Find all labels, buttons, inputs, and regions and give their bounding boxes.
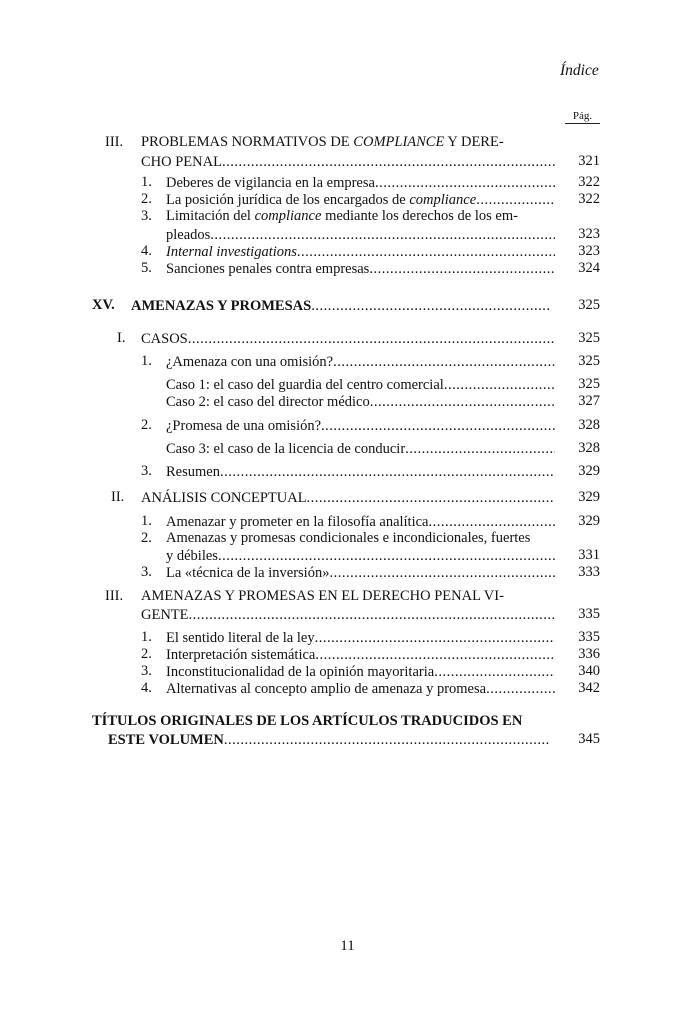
page-ref: 323: [578, 243, 600, 259]
toc-entry[interactable]: ¿Promesa de una omisión? .....: [166, 417, 555, 436]
page-ref: 329: [578, 463, 600, 479]
item-number: 4.: [141, 243, 152, 259]
toc-entry-line1: Limitación del compliance mediante los derechos de los em-: [166, 208, 518, 224]
toc-entry[interactable]: ¿Amenaza con una omisión? .....: [166, 353, 555, 372]
page-ref: 335: [578, 606, 600, 622]
page-ref: 323: [578, 226, 600, 242]
item-number: 3.: [141, 564, 152, 580]
toc-entry[interactable]: Sanciones penales contra empresas .....: [166, 260, 555, 279]
toc-entry[interactable]: Caso 1: el caso del guardia del centro comercial .....: [166, 376, 555, 395]
toc-entry[interactable]: ESTE VOLUMEN .....: [108, 731, 549, 750]
page-ref: 335: [578, 629, 600, 645]
item-number: 1.: [141, 629, 152, 645]
item-number: 2.: [141, 530, 152, 546]
page-ref: 325: [578, 297, 600, 313]
toc-entry[interactable]: Internal investigations .....: [166, 243, 555, 262]
item-number: 5.: [141, 260, 152, 276]
section-title-line1: AMENAZAS Y PROMESAS EN EL DERECHO PENAL VI-: [141, 588, 504, 604]
chapter-entry[interactable]: AMENAZAS Y PROMESAS .....: [131, 297, 549, 316]
toc-entry[interactable]: Interpretación sistemática .....: [166, 646, 555, 665]
item-number: 3.: [141, 663, 152, 679]
toc-entry[interactable]: pleados .....: [166, 226, 555, 245]
page-number: 11: [340, 938, 355, 954]
item-number: 2.: [141, 417, 152, 433]
page-ref: 327: [578, 393, 600, 409]
section-number: I.: [117, 330, 126, 346]
page-ref: 345: [578, 731, 600, 747]
chapter-number: XV.: [92, 297, 115, 313]
toc-entry[interactable]: CHO PENAL .....: [141, 153, 555, 172]
section-title-line1: PROBLEMAS NORMATIVOS DE COMPLIANCE Y DERE-: [141, 134, 504, 150]
page-ref: 325: [578, 376, 600, 392]
page-ref: 329: [578, 513, 600, 529]
toc-entry[interactable]: La «técnica de la inversión» .....: [166, 564, 555, 583]
item-number: 3.: [141, 463, 152, 479]
page-ref: 331: [578, 547, 600, 563]
page-ref: 321: [578, 153, 600, 169]
toc-entry[interactable]: Resumen .....: [166, 463, 555, 482]
page-ref: 340: [578, 663, 600, 679]
toc-entry[interactable]: Inconstitucionalidad de la opinión mayoritaria .....: [166, 663, 555, 682]
running-header: Índice: [560, 62, 599, 79]
toc-entry-line1: Amenazas y promesas condicionales e incondicionales, fuertes: [166, 530, 531, 546]
page-ref: 328: [578, 417, 600, 433]
page-ref: 342: [578, 680, 600, 696]
item-number: 2.: [141, 646, 152, 662]
page-ref: 322: [578, 174, 600, 190]
page-ref: 325: [578, 353, 600, 369]
page-column-label: Pág.: [565, 110, 600, 124]
section-number: II.: [111, 489, 125, 505]
item-number: 3.: [141, 208, 152, 224]
toc-entry[interactable]: Amenazar y prometer en la filosofía analítica .....: [166, 513, 555, 532]
page-ref: 333: [578, 564, 600, 580]
section-number: III.: [105, 134, 124, 150]
toc-entry[interactable]: La posición jurídica de los encargados de compliance .....: [166, 191, 555, 210]
toc-entry[interactable]: Alternativas al concepto amplio de amenaza y promesa .....: [166, 680, 555, 699]
page-ref: 325: [578, 330, 600, 346]
toc-entry[interactable]: GENTE .....: [141, 606, 555, 625]
toc-entry[interactable]: Caso 2: el caso del director médico .....: [166, 393, 555, 412]
item-number: 4.: [141, 680, 152, 696]
item-number: 1.: [141, 353, 152, 369]
page-ref: 328: [578, 440, 600, 456]
page-ref: 324: [578, 260, 600, 276]
section-number: III.: [105, 588, 124, 604]
toc-entry[interactable]: CASOS .....: [141, 330, 555, 349]
page-ref: 322: [578, 191, 600, 207]
toc-entry[interactable]: El sentido literal de la ley .....: [166, 629, 555, 648]
titulos-title-line1: TÍTULOS ORIGINALES DE LOS ARTÍCULOS TRADUCIDOS EN: [92, 713, 523, 729]
item-number: 1.: [141, 513, 152, 529]
toc-entry[interactable]: Deberes de vigilancia en la empresa .....: [166, 174, 555, 193]
item-number: 1.: [141, 174, 152, 190]
item-number: 2.: [141, 191, 152, 207]
toc-entry[interactable]: ANÁLISIS CONCEPTUAL .....: [141, 489, 555, 508]
page-ref: 329: [578, 489, 600, 505]
toc-entry[interactable]: Caso 3: el caso de la licencia de conducir .....: [166, 440, 555, 459]
page-ref: 336: [578, 646, 600, 662]
toc-entry[interactable]: y débiles .....: [166, 547, 555, 566]
